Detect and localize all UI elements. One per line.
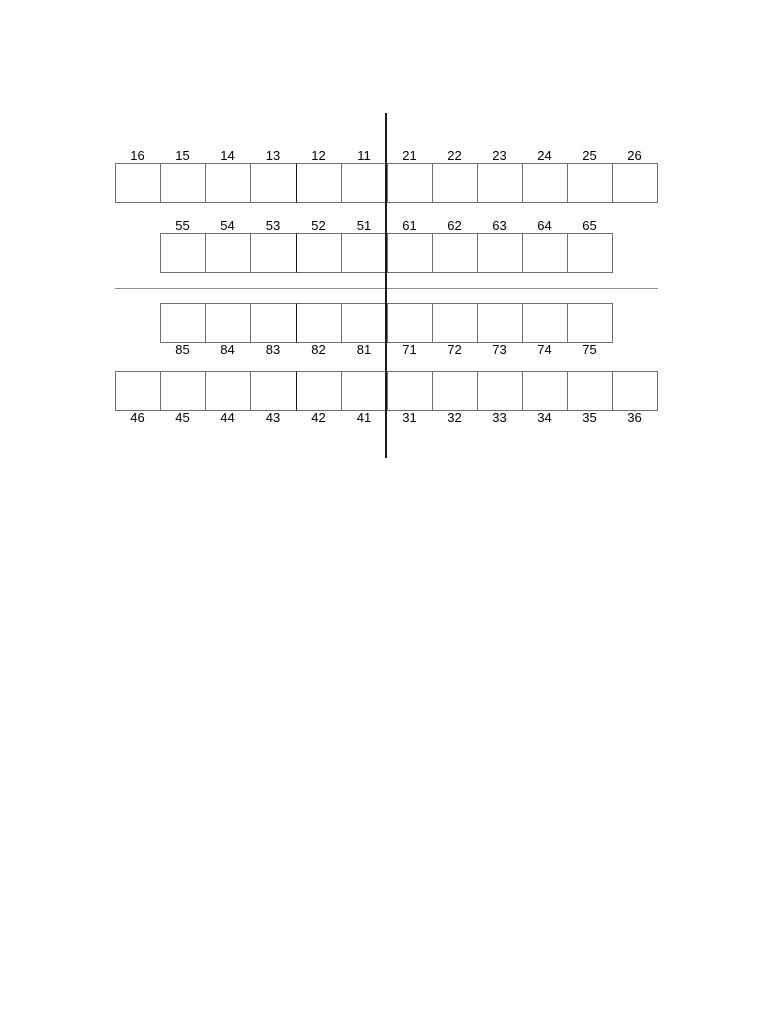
tooth-box-42[interactable]: [296, 371, 341, 411]
tooth-box-34[interactable]: [522, 371, 567, 411]
tooth-box-46[interactable]: [115, 371, 160, 411]
tooth-number-42: 42: [311, 410, 326, 425]
tooth-number-34: 34: [537, 410, 552, 425]
vertical-midline: [385, 113, 387, 458]
tooth-box-64[interactable]: [522, 233, 567, 273]
tooth-number-16: 16: [130, 148, 145, 163]
tooth-number-35: 35: [582, 410, 597, 425]
tooth-box-35[interactable]: [567, 371, 612, 411]
tooth-box-12[interactable]: [296, 163, 341, 203]
tooth-number-85: 85: [175, 342, 190, 357]
tooth-number-55: 55: [175, 218, 190, 233]
tooth-box-73[interactable]: [477, 303, 522, 343]
tooth-number-24: 24: [537, 148, 552, 163]
tooth-box-21[interactable]: [387, 163, 432, 203]
tooth-box-84[interactable]: [205, 303, 250, 343]
tooth-box-82[interactable]: [296, 303, 341, 343]
tooth-box-41[interactable]: [341, 371, 387, 411]
tooth-box-63[interactable]: [477, 233, 522, 273]
tooth-box-22[interactable]: [432, 163, 477, 203]
tooth-box-55[interactable]: [160, 233, 205, 273]
tooth-box-33[interactable]: [477, 371, 522, 411]
tooth-box-61[interactable]: [387, 233, 432, 273]
tooth-number-15: 15: [175, 148, 190, 163]
tooth-box-74[interactable]: [522, 303, 567, 343]
tooth-box-65[interactable]: [567, 233, 613, 273]
tooth-box-83[interactable]: [250, 303, 296, 343]
tooth-box-44[interactable]: [205, 371, 250, 411]
tooth-box-16[interactable]: [115, 163, 160, 203]
tooth-number-22: 22: [447, 148, 462, 163]
tooth-box-25[interactable]: [567, 163, 612, 203]
tooth-box-15[interactable]: [160, 163, 205, 203]
tooth-box-43[interactable]: [250, 371, 296, 411]
tooth-box-13[interactable]: [250, 163, 296, 203]
tooth-number-14: 14: [220, 148, 235, 163]
tooth-number-33: 33: [492, 410, 507, 425]
tooth-number-26: 26: [627, 148, 642, 163]
tooth-box-32[interactable]: [432, 371, 477, 411]
tooth-box-45[interactable]: [160, 371, 205, 411]
tooth-number-65: 65: [582, 218, 597, 233]
tooth-number-12: 12: [311, 148, 326, 163]
tooth-number-21: 21: [402, 148, 417, 163]
tooth-box-31[interactable]: [387, 371, 432, 411]
tooth-number-84: 84: [220, 342, 235, 357]
tooth-box-23[interactable]: [477, 163, 522, 203]
tooth-number-13: 13: [265, 148, 281, 163]
tooth-box-62[interactable]: [432, 233, 477, 273]
tooth-number-52: 52: [311, 218, 326, 233]
tooth-box-75[interactable]: [567, 303, 613, 343]
tooth-number-32: 32: [447, 410, 462, 425]
tooth-number-41: 41: [356, 410, 372, 425]
tooth-number-31: 31: [402, 410, 417, 425]
tooth-box-14[interactable]: [205, 163, 250, 203]
tooth-box-85[interactable]: [160, 303, 205, 343]
tooth-box-52[interactable]: [296, 233, 341, 273]
tooth-box-11[interactable]: [341, 163, 387, 203]
tooth-box-53[interactable]: [250, 233, 296, 273]
tooth-box-36[interactable]: [612, 371, 658, 411]
tooth-number-43: 43: [265, 410, 281, 425]
tooth-box-71[interactable]: [387, 303, 432, 343]
tooth-number-44: 44: [220, 410, 235, 425]
tooth-box-51[interactable]: [341, 233, 387, 273]
tooth-number-53: 53: [265, 218, 281, 233]
tooth-box-26[interactable]: [612, 163, 658, 203]
tooth-box-72[interactable]: [432, 303, 477, 343]
tooth-number-54: 54: [220, 218, 235, 233]
tooth-number-83: 83: [265, 342, 281, 357]
tooth-box-81[interactable]: [341, 303, 387, 343]
tooth-number-46: 46: [130, 410, 145, 425]
tooth-number-73: 73: [492, 342, 507, 357]
tooth-number-64: 64: [537, 218, 552, 233]
tooth-box-24[interactable]: [522, 163, 567, 203]
tooth-number-11: 11: [357, 148, 371, 163]
tooth-number-74: 74: [537, 342, 552, 357]
tooth-box-54[interactable]: [205, 233, 250, 273]
tooth-number-62: 62: [447, 218, 462, 233]
tooth-number-23: 23: [492, 148, 507, 163]
tooth-number-51: 51: [356, 218, 372, 233]
tooth-number-81: 81: [356, 342, 372, 357]
tooth-number-25: 25: [582, 148, 597, 163]
tooth-number-61: 61: [402, 218, 417, 233]
tooth-number-71: 71: [402, 342, 417, 357]
tooth-number-63: 63: [492, 218, 507, 233]
tooth-number-36: 36: [627, 410, 642, 425]
tooth-number-45: 45: [175, 410, 190, 425]
tooth-number-82: 82: [311, 342, 326, 357]
tooth-number-72: 72: [447, 342, 462, 357]
tooth-number-75: 75: [582, 342, 597, 357]
